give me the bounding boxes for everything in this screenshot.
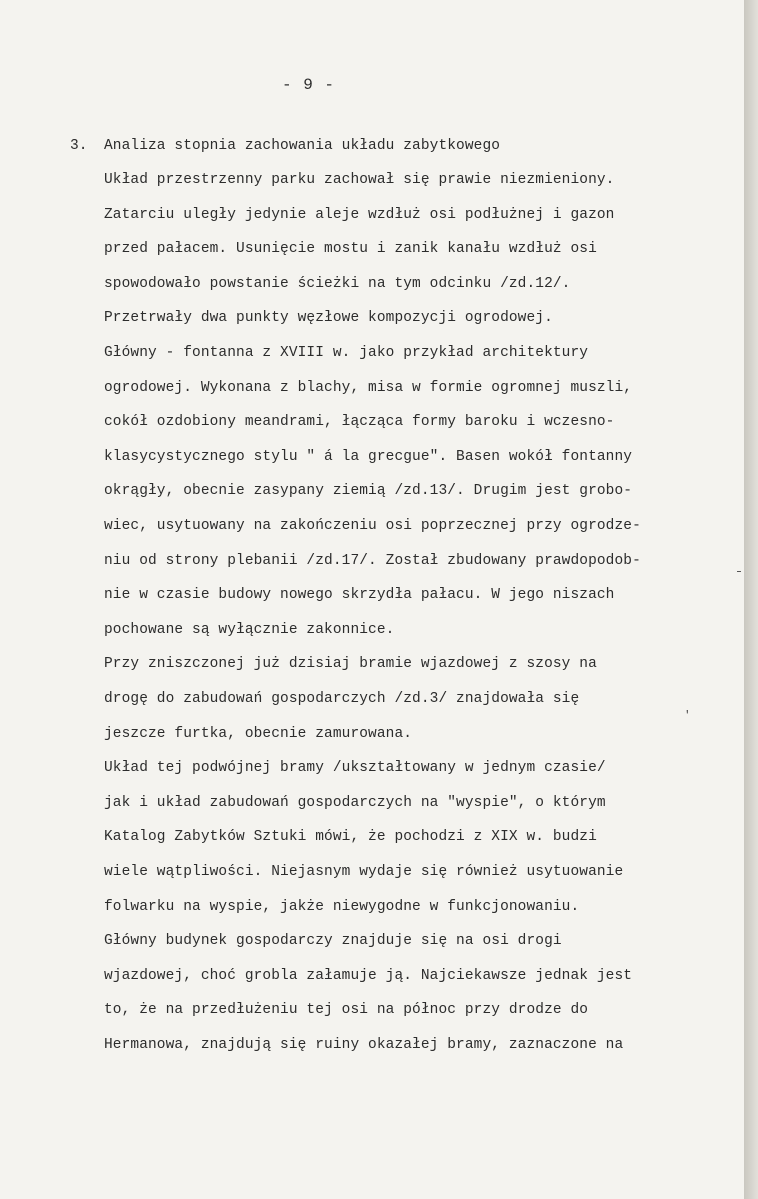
pen-tick-mark: ′ [684, 710, 691, 722]
text-line: Katalog Zabytków Sztuki mówi, że pochodzi z XIX w. budzi [104, 829, 597, 846]
text-line: Układ przestrzenny parku zachował się prawie niezmieniony. [104, 172, 615, 188]
text-line: drogę do zabudowań gospodarczych /zd.3/ znajdowała się [104, 691, 580, 707]
text-line: nie w czasie budowy nowego skrzydła pałacu. W jego niszach [104, 587, 615, 604]
text-line: jak i układ zabudowań gospodarczych na "wyspie", o którym [104, 794, 606, 811]
text-line: Główny budynek gospodarczy znajduje się na osi drogi [104, 933, 562, 950]
text-line: jeszcze furtka, obecnie zamurowana. [104, 725, 413, 742]
text-line: Układ tej podwójnej bramy /ukształtowany w jednym czasie/ [104, 760, 606, 777]
text-line: okrągły, obecnie zasypany ziemią /zd.13/. Drugim jest grobo- [104, 483, 633, 500]
text-line: niu od strony plebanii /zd.17/. Został zbudowany prawdopodob- [104, 552, 641, 569]
text-line: cokół ozdobiony meandrami, łącząca formy baroku i wczesno- [104, 414, 615, 431]
text-line: wiec, usytuowany na zakończeniu osi poprzecznej przy ogrodze- [104, 518, 641, 534]
text-line: spowodowało powstanie ścieżki na tym odcinku /zd.12/. [104, 275, 571, 292]
text-line: ogrodowej. Wykonana z blachy, misa w formie ogromnej muszli, [104, 379, 633, 396]
page-edge [744, 0, 758, 1199]
text-line: Hermanowa, znajdują się ruiny okazałej bramy, zaznaczone na [104, 1037, 624, 1053]
text-line: to, że na przedłużeniu tej osi na północ przy drodze do [104, 1002, 589, 1019]
text-line: wiele wątpliwości. Niejasnym wydaje się również usytuowanie [104, 864, 624, 880]
text-line: pochowane są wyłącznie zakonnice. [104, 621, 395, 638]
text-line: Przetrwały dwa punkty węzłowe kompozycji ogrodowej. [104, 310, 553, 327]
page-number: - 9 - [282, 76, 336, 94]
text-line: Zatarciu uległy jedynie aleje wzdłuż osi podłużnej i gazon [104, 206, 615, 223]
text-line: przed pałacem. Usunięcie mostu i zanik kanału wzdłuż osi [104, 241, 597, 258]
margin-mark [737, 571, 741, 572]
text-line: Przy zniszczonej już dzisiaj bramie wjazdowej z szosy na [104, 656, 597, 673]
text-line: folwarku na wyspie, jakże niewygodne w funkcjonowaniu. [104, 898, 580, 915]
section-heading: Analiza stopnia zachowania układu zabytkowego [104, 138, 501, 154]
text-line: klasycystycznego stylu " á la grecgue". Basen wokół fontanny [104, 448, 633, 465]
text-line: Główny - fontanna z XVIII w. jako przykład architektury [104, 345, 589, 361]
section-number: 3. [70, 138, 88, 154]
text-line: wjazdowej, choć grobla załamuje ją. Najciekawsze jednak jest [104, 967, 633, 984]
